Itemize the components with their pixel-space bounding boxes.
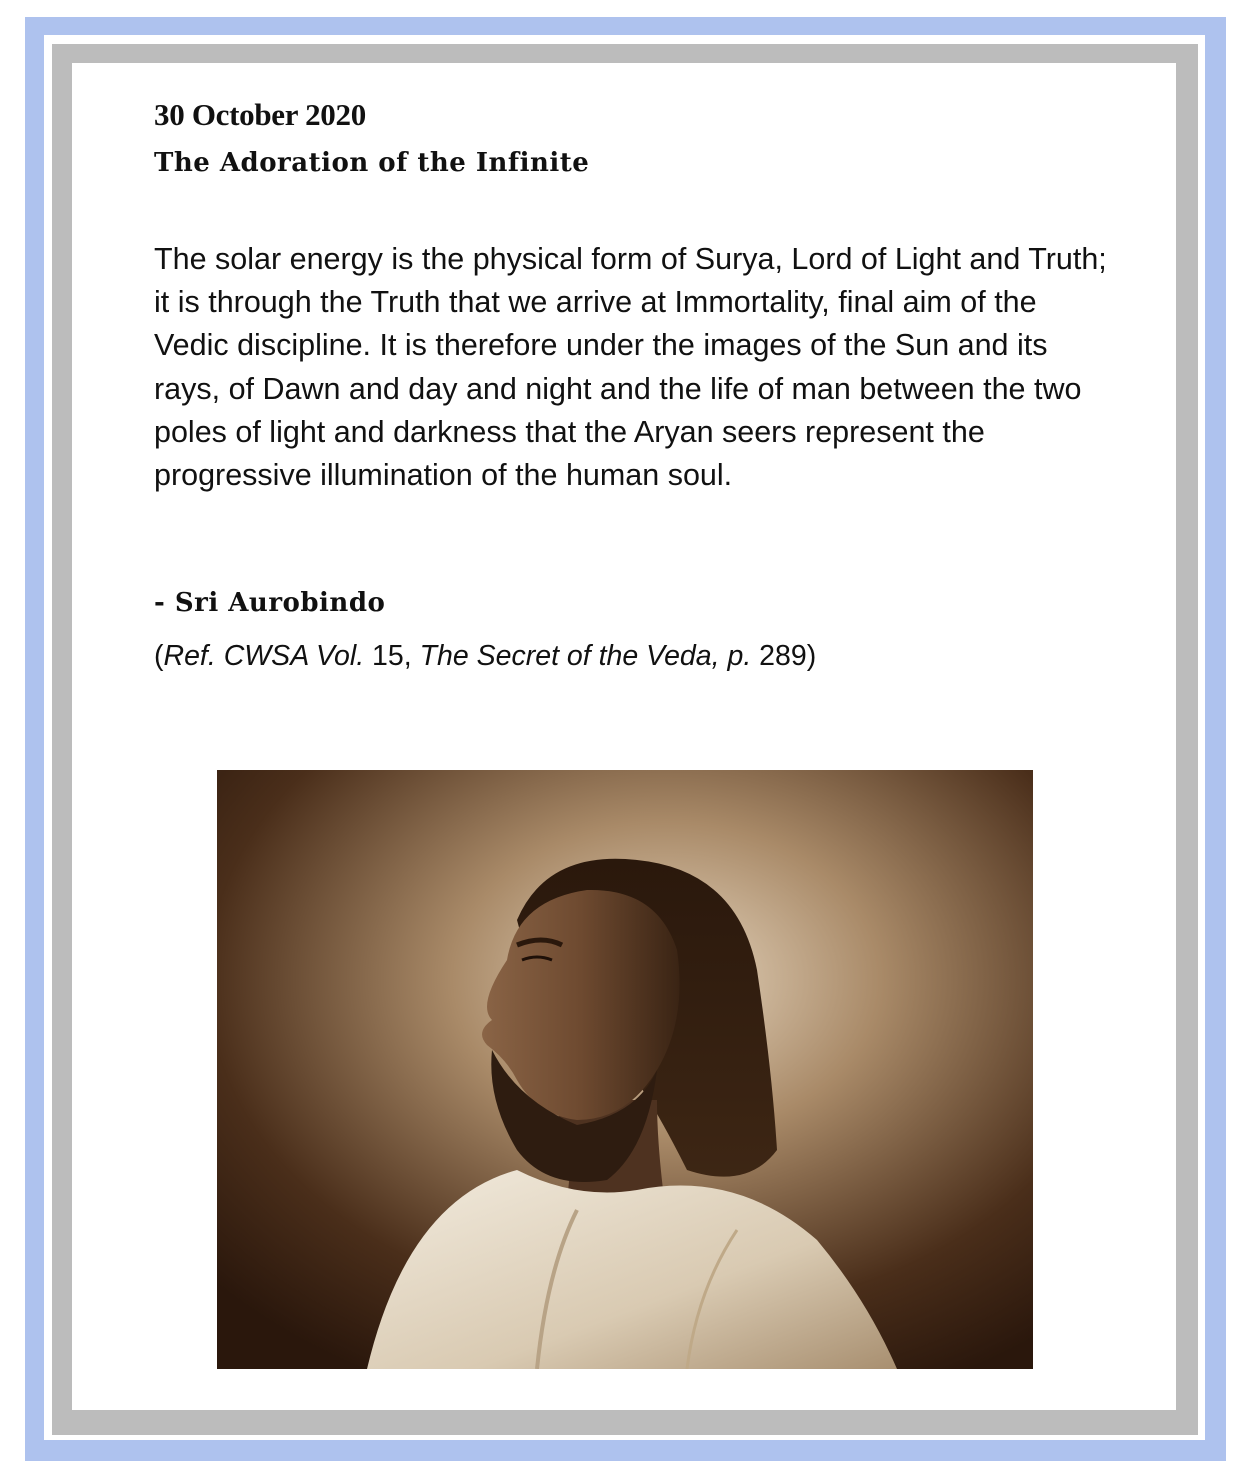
quote-author: - Sri Aurobindo	[154, 588, 386, 618]
quote-reference	[154, 640, 816, 673]
ref-open: (	[154, 640, 164, 672]
post-title: The Adoration of the Infinite	[154, 148, 590, 178]
ref-volume: 15,	[364, 640, 420, 672]
portrait-photo	[217, 770, 1033, 1369]
portrait-illustration	[217, 770, 1033, 1369]
ref-book: The Secret of the Veda, p.	[419, 640, 752, 672]
ref-series: CWSA Vol.	[215, 640, 365, 672]
ref-page: 289)	[751, 640, 817, 672]
post-date: 30 October 2020	[154, 97, 366, 132]
ref-label: Ref.	[163, 640, 216, 672]
quote-text: The solar energy is the physical form of Surya, Lord of Light and Truth; it is through the Truth that we arrive at Immortality, final aim of the Vedic discipline. It is therefore under the images of the Sun and its rays, of Dawn and day and night and the life of man between the two poles of light and darkness that the Aryan seers represent the progressive illumination of the human soul.	[154, 242, 1107, 493]
